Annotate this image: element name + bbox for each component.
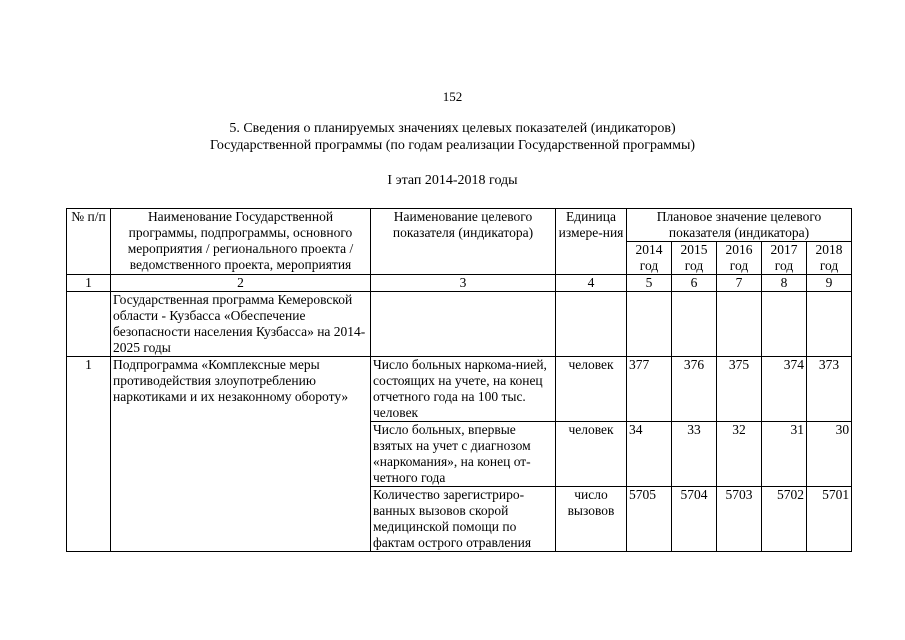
indicator-value: 5705 xyxy=(627,487,672,552)
indicator-value: 34 xyxy=(627,422,672,487)
empty-cell xyxy=(672,292,717,357)
indicator-value: 32 xyxy=(717,422,762,487)
header-year: 2014 год xyxy=(627,242,672,275)
column-number: 1 xyxy=(67,275,111,292)
indicator-value: 33 xyxy=(672,422,717,487)
indicator-value: 5701 xyxy=(807,487,852,552)
indicator-value: 373 xyxy=(807,357,852,422)
page-number: 152 xyxy=(442,89,463,104)
program-num-cell xyxy=(67,292,111,357)
title-line-2: Государственной программы (по годам реализации Государственной программы) xyxy=(209,138,696,153)
header-name: Наименование Государственной программы, подпрограммы, основного мероприятия / регионального проекта / ведомственного проекта, мероприятия xyxy=(111,209,371,275)
title-line-1: 5. Сведения о планируемых значениях целевых показателей (индикаторов) xyxy=(229,121,676,136)
column-number: 5 xyxy=(627,275,672,292)
empty-cell xyxy=(627,292,672,357)
header-year: 2018 год xyxy=(807,242,852,275)
subprogram-num: 1 xyxy=(67,357,111,552)
indicator-value: 5703 xyxy=(717,487,762,552)
column-number-row xyxy=(67,275,852,292)
indicator-value: 5704 xyxy=(672,487,717,552)
indicator-row xyxy=(67,357,852,422)
document-title xyxy=(0,120,905,154)
indicator-value: 31 xyxy=(762,422,807,487)
program-row xyxy=(67,292,852,357)
header-num: № п/п xyxy=(67,209,111,275)
indicator-value: 376 xyxy=(672,357,717,422)
indicator-name: Число больных, впервые взятых на учет с диагнозом «наркомания», на конец от-четного года xyxy=(371,422,556,487)
stage-heading: I этап 2014-2018 годы xyxy=(387,173,518,188)
header-year: 2015 год xyxy=(672,242,717,275)
subprogram-name: Подпрограмма «Комплексные меры противодействия злоупотреблению наркотиками и их незаконному обороту» xyxy=(111,357,371,552)
indicator-name: Число больных наркома-нией, состоящих на учете, на конец отчетного года на 100 тыс. человек xyxy=(371,357,556,422)
empty-cell xyxy=(762,292,807,357)
indicators-table xyxy=(66,208,852,552)
header-indicator: Наименование целевого показателя (индикатора) xyxy=(371,209,556,275)
header-year: 2016 год xyxy=(717,242,762,275)
column-number: 7 xyxy=(717,275,762,292)
column-number: 9 xyxy=(807,275,852,292)
indicator-value: 377 xyxy=(627,357,672,422)
empty-cell xyxy=(717,292,762,357)
indicator-unit: человек xyxy=(556,357,627,422)
indicator-unit: число вызовов xyxy=(556,487,627,552)
header-row-1 xyxy=(67,209,852,242)
column-number: 8 xyxy=(762,275,807,292)
indicator-value: 375 xyxy=(717,357,762,422)
header-plan: Плановое значение целевого показателя (индикатора) xyxy=(627,209,852,242)
indicator-value: 374 xyxy=(762,357,807,422)
column-number: 2 xyxy=(111,275,371,292)
indicator-value: 5702 xyxy=(762,487,807,552)
header-year: 2017 год xyxy=(762,242,807,275)
empty-cell xyxy=(371,292,556,357)
column-number: 6 xyxy=(672,275,717,292)
header-unit: Единица измере-ния xyxy=(556,209,627,275)
indicator-name: Количество зарегистриро-ванных вызовов скорой медицинской помощи по фактам острого отравления xyxy=(371,487,556,552)
indicator-unit: человек xyxy=(556,422,627,487)
column-number: 3 xyxy=(371,275,556,292)
column-number: 4 xyxy=(556,275,627,292)
indicator-value: 30 xyxy=(807,422,852,487)
empty-cell xyxy=(556,292,627,357)
program-name: Государственная программа Кемеровской области - Кузбасса «Обеспечение безопасности населения Кузбасса» на 2014-2025 годы xyxy=(111,292,371,357)
empty-cell xyxy=(807,292,852,357)
